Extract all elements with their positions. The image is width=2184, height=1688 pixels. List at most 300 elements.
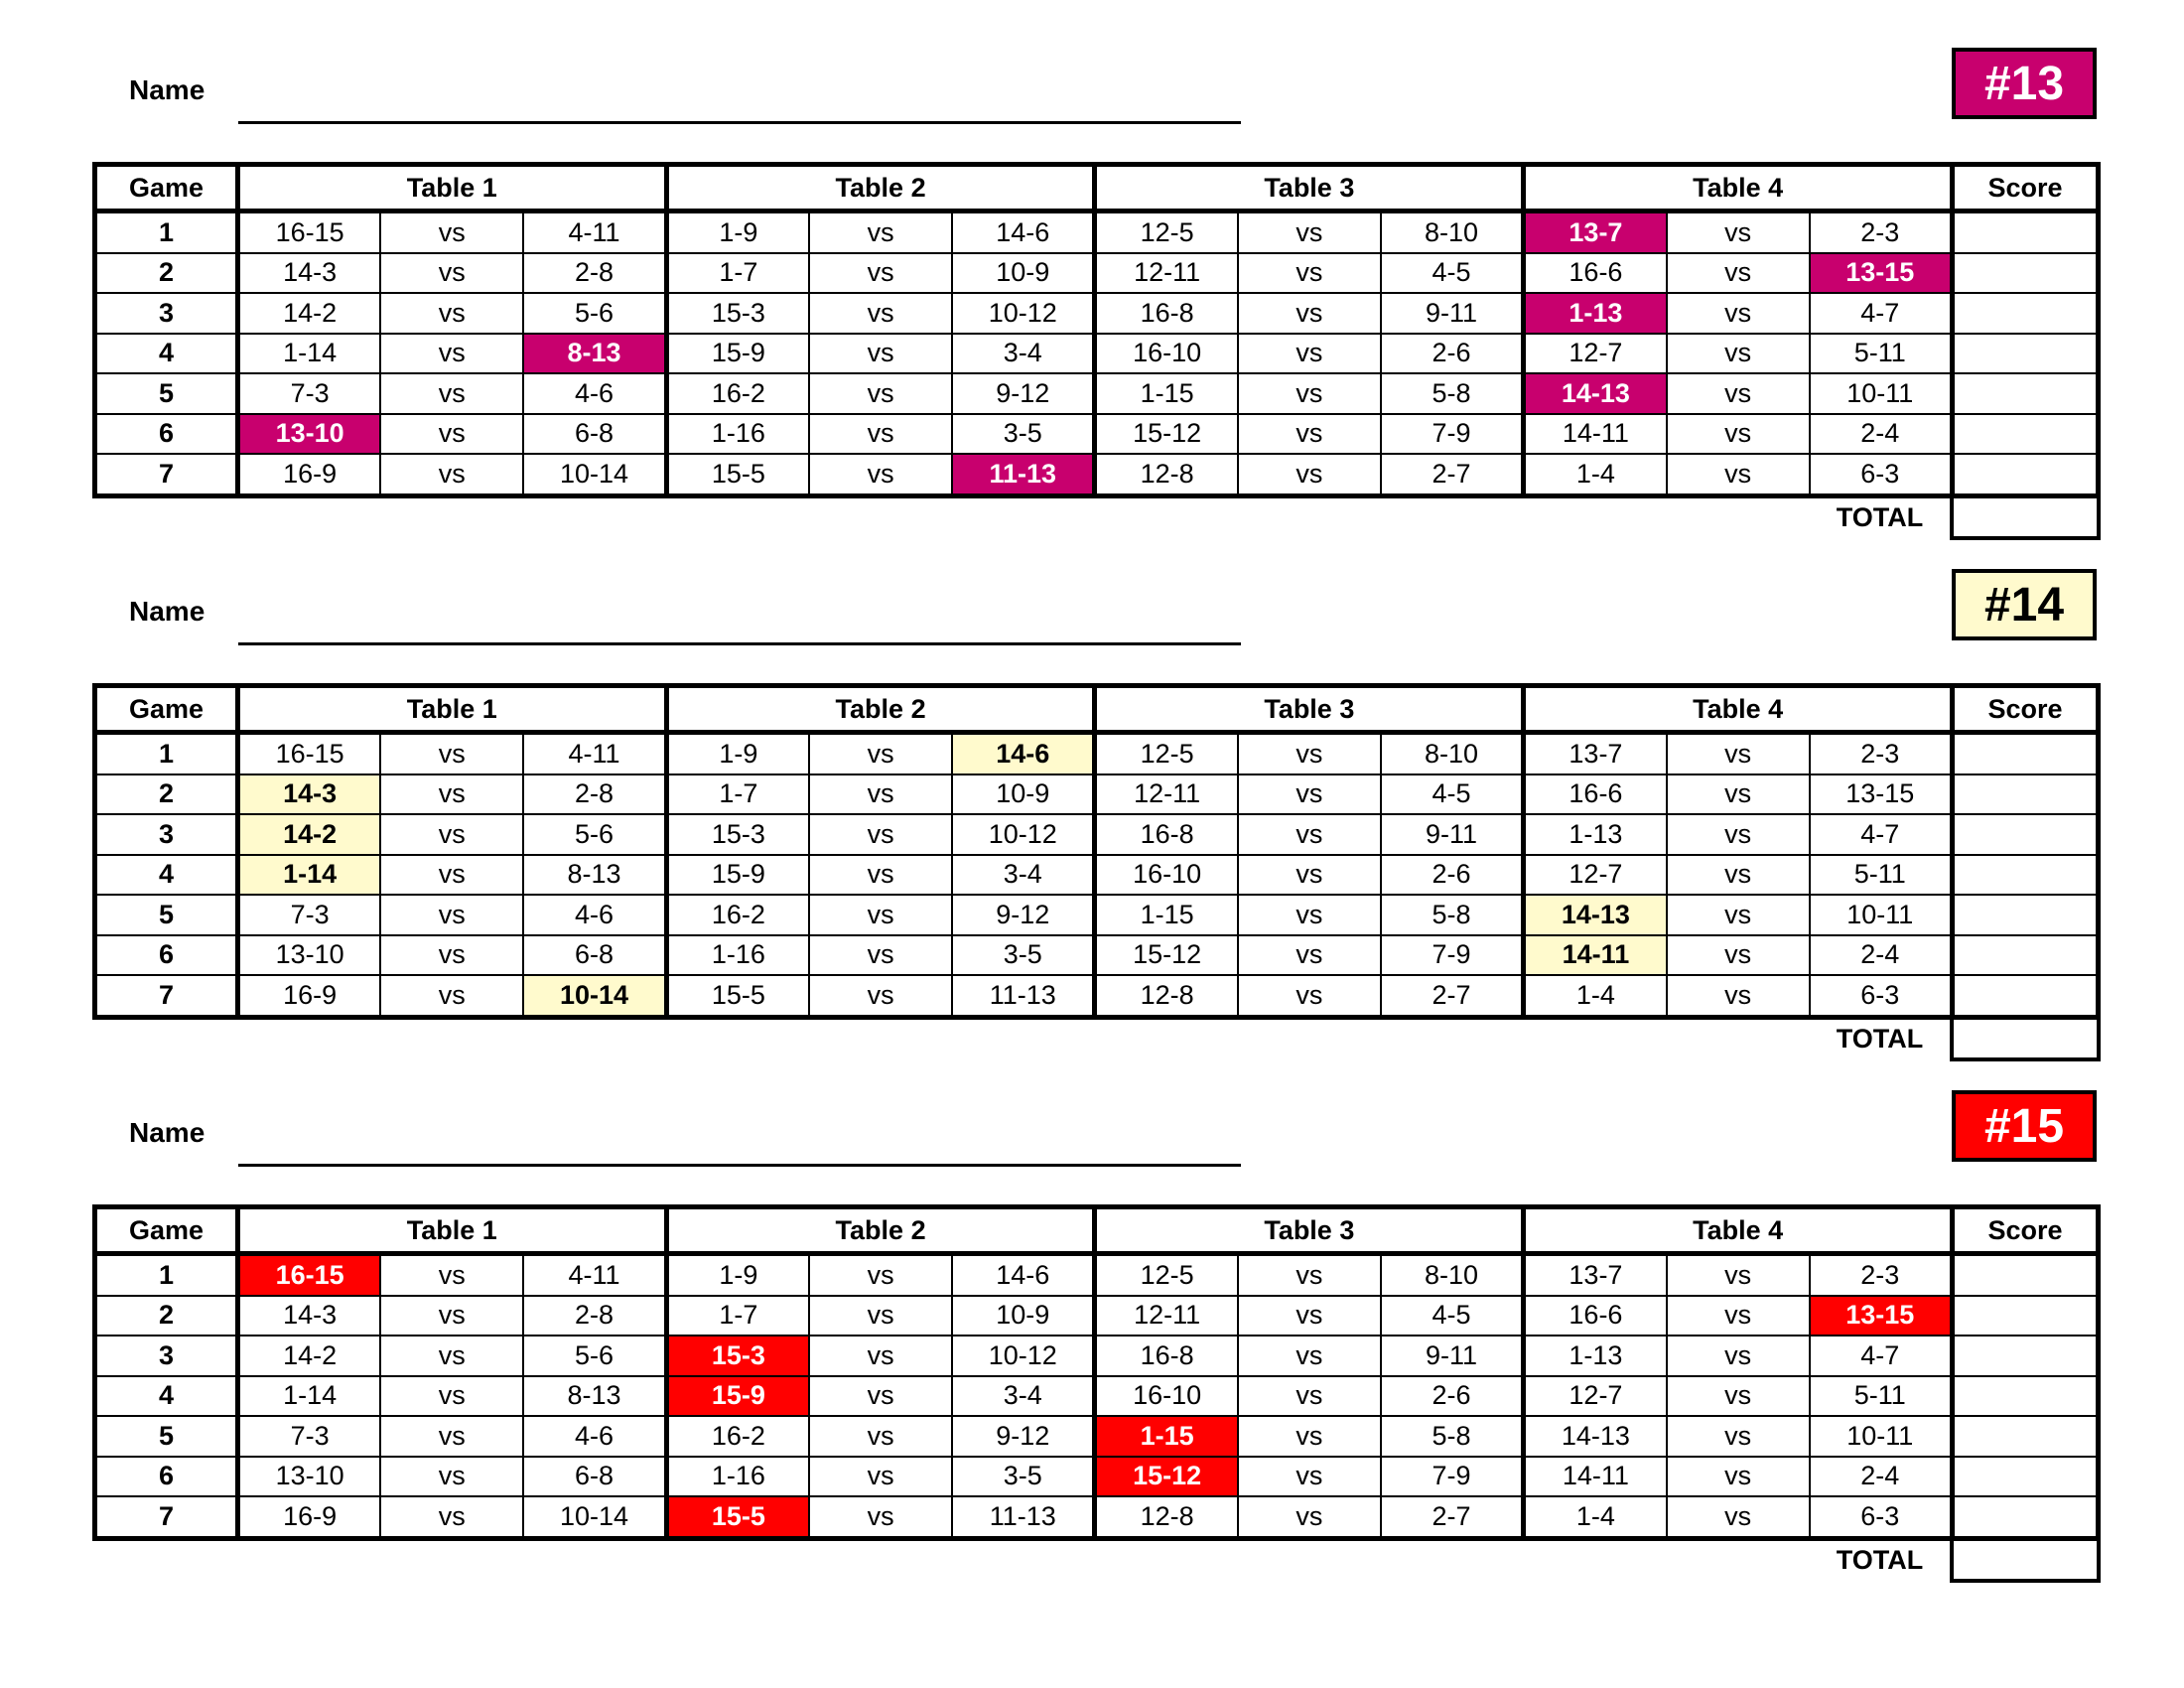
vs-label: vs [1667, 253, 1810, 294]
pairing-cell: 7-3 [237, 895, 380, 935]
highlighted-pairing-cell: 14-11 [1524, 935, 1667, 976]
highlighted-pairing-cell: 14-2 [237, 814, 380, 855]
vs-label: vs [1238, 774, 1381, 815]
header-row [95, 165, 2099, 211]
pairing-cell: 1-14 [237, 334, 380, 374]
pairing-cell: 4-11 [523, 1254, 666, 1296]
highlighted-pairing-cell: 13-10 [237, 414, 380, 455]
score-input-cell[interactable] [1952, 334, 2098, 374]
name-label: Name [129, 74, 205, 105]
vs-label: vs [809, 814, 952, 855]
pairing-cell: 11-13 [952, 1496, 1095, 1538]
pairing-cell: 1-15 [1095, 895, 1238, 935]
vs-label: vs [1238, 1457, 1381, 1497]
game-number: 7 [95, 1496, 238, 1538]
pairing-cell: 1-4 [1524, 1496, 1667, 1538]
pairing-cell: 5-8 [1381, 895, 1524, 935]
pairing-cell: 2-6 [1381, 1376, 1524, 1417]
vs-label: vs [1238, 211, 1381, 253]
vs-label: vs [380, 414, 523, 455]
highlighted-pairing-cell: 13-15 [1810, 1296, 1953, 1336]
pairing-cell: 6-8 [523, 935, 666, 976]
game-number: 1 [95, 211, 238, 253]
vs-label: vs [380, 293, 523, 334]
pairing-cell: 2-8 [523, 1296, 666, 1336]
score-input-cell[interactable] [1952, 1496, 2098, 1538]
pairing-cell: 1-9 [666, 211, 809, 253]
pairing-cell: 14-11 [1524, 414, 1667, 455]
pairing-cell: 10-9 [952, 1296, 1095, 1336]
vs-label: vs [809, 211, 952, 253]
vs-label: vs [809, 1254, 952, 1296]
score-input-cell[interactable] [1952, 774, 2098, 815]
pairing-cell: 2-4 [1810, 935, 1953, 976]
pairing-cell: 15-3 [666, 293, 809, 334]
highlighted-pairing-cell: 15-3 [666, 1336, 809, 1376]
vs-label: vs [380, 373, 523, 414]
pairing-cell: 5-11 [1810, 855, 1953, 896]
vs-label: vs [380, 733, 523, 774]
game-column-header: Game [95, 165, 238, 211]
pairing-cell: 12-7 [1524, 1376, 1667, 1417]
highlighted-pairing-cell: 14-13 [1524, 373, 1667, 414]
pairing-cell: 11-13 [952, 975, 1095, 1017]
vs-label: vs [809, 253, 952, 294]
pairing-cell: 2-8 [523, 774, 666, 815]
vs-label: vs [1238, 373, 1381, 414]
pairing-cell: 9-11 [1381, 293, 1524, 334]
total-input-box[interactable] [1952, 1538, 2098, 1581]
player-number-badge: #15 [1952, 1090, 2097, 1162]
game-number: 2 [95, 1296, 238, 1336]
pairing-cell: 3-5 [952, 1457, 1095, 1497]
game-number: 1 [95, 733, 238, 774]
pairing-cell: 10-11 [1810, 373, 1953, 414]
pairing-cell: 14-3 [237, 1296, 380, 1336]
score-sheet [0, 0, 2184, 533]
table-header: Table 3 [1095, 165, 1524, 211]
pairing-cell: 16-10 [1095, 334, 1238, 374]
pairing-cell: 12-8 [1095, 1496, 1238, 1538]
pairing-cell: 14-2 [237, 1336, 380, 1376]
pairing-cell: 16-6 [1524, 1296, 1667, 1336]
vs-label: vs [1667, 733, 1810, 774]
pairing-cell: 2-4 [1810, 1457, 1953, 1497]
pairing-cell: 1-14 [237, 1376, 380, 1417]
pairing-cell: 9-11 [1381, 1336, 1524, 1376]
vs-label: vs [809, 895, 952, 935]
pairing-cell: 4-6 [523, 895, 666, 935]
score-input-cell[interactable] [1952, 1254, 2098, 1296]
pairing-cell: 16-10 [1095, 1376, 1238, 1417]
vs-label: vs [380, 774, 523, 815]
table-header: Table 3 [1095, 1207, 1524, 1254]
game-number: 1 [95, 1254, 238, 1296]
header-row [95, 686, 2099, 733]
vs-label: vs [1667, 1336, 1810, 1376]
game-row [95, 1457, 2099, 1497]
pairing-cell: 13-10 [237, 935, 380, 976]
game-row [95, 814, 2099, 855]
pairing-cell: 6-8 [523, 414, 666, 455]
vs-label: vs [809, 1336, 952, 1376]
pairing-cell: 5-6 [523, 1336, 666, 1376]
score-input-cell[interactable] [1952, 975, 2098, 1017]
vs-label: vs [380, 975, 523, 1017]
score-input-cell[interactable] [1952, 1416, 2098, 1457]
vs-label: vs [1238, 814, 1381, 855]
vs-label: vs [1667, 855, 1810, 896]
pairing-cell: 15-5 [666, 454, 809, 495]
game-number: 4 [95, 334, 238, 374]
pairing-cell: 2-7 [1381, 1496, 1524, 1538]
game-number: 3 [95, 814, 238, 855]
pairing-cell: 7-3 [237, 1416, 380, 1457]
name-input-line[interactable] [238, 121, 1241, 124]
table-header: Table 1 [237, 686, 666, 733]
vs-label: vs [1238, 1376, 1381, 1417]
vs-label: vs [380, 895, 523, 935]
score-input-cell[interactable] [1952, 1376, 2098, 1417]
pairing-cell: 10-11 [1810, 895, 1953, 935]
name-label: Name [129, 596, 205, 627]
pairing-cell: 4-5 [1381, 253, 1524, 294]
schedule-table [92, 162, 2101, 540]
highlighted-pairing-cell: 14-6 [952, 733, 1095, 774]
name-input-line[interactable] [238, 642, 1241, 645]
pairing-cell: 16-9 [237, 1496, 380, 1538]
pairing-cell: 8-10 [1381, 733, 1524, 774]
score-input-cell[interactable] [1952, 895, 2098, 935]
pairing-cell: 3-5 [952, 414, 1095, 455]
vs-label: vs [809, 373, 952, 414]
pairing-cell: 16-8 [1095, 293, 1238, 334]
vs-label: vs [1667, 1496, 1810, 1538]
pairing-cell: 15-9 [666, 855, 809, 896]
pairing-cell: 1-13 [1524, 1336, 1667, 1376]
score-input-cell[interactable] [1952, 211, 2098, 253]
vs-label: vs [380, 1296, 523, 1336]
pairing-cell: 7-9 [1381, 935, 1524, 976]
vs-label: vs [1667, 935, 1810, 976]
table-header: Table 2 [666, 686, 1095, 733]
vs-label: vs [809, 334, 952, 374]
pairing-cell: 16-6 [1524, 253, 1667, 294]
pairing-cell: 7-9 [1381, 414, 1524, 455]
pairing-cell: 12-11 [1095, 774, 1238, 815]
pairing-cell: 15-12 [1095, 414, 1238, 455]
pairing-cell: 3-4 [952, 1376, 1095, 1417]
vs-label: vs [1667, 414, 1810, 455]
pairing-cell: 5-8 [1381, 373, 1524, 414]
game-row [95, 373, 2099, 414]
vs-label: vs [1238, 1416, 1381, 1457]
vs-label: vs [1238, 1254, 1381, 1296]
vs-label: vs [809, 733, 952, 774]
vs-label: vs [1667, 454, 1810, 495]
pairing-cell: 16-6 [1524, 774, 1667, 815]
pairing-cell: 6-3 [1810, 975, 1953, 1017]
highlighted-pairing-cell: 15-9 [666, 1376, 809, 1417]
game-row [95, 253, 2099, 294]
pairing-cell: 12-8 [1095, 454, 1238, 495]
vs-label: vs [380, 454, 523, 495]
pairing-cell: 4-6 [523, 1416, 666, 1457]
table-header: Table 2 [666, 165, 1095, 211]
game-row [95, 1416, 2099, 1457]
header-row [95, 1207, 2099, 1254]
pairing-cell: 2-7 [1381, 975, 1524, 1017]
pairing-cell: 14-2 [237, 293, 380, 334]
vs-label: vs [1238, 334, 1381, 374]
game-row [95, 414, 2099, 455]
vs-label: vs [380, 211, 523, 253]
table-header: Table 2 [666, 1207, 1095, 1254]
vs-label: vs [380, 1254, 523, 1296]
highlighted-pairing-cell: 11-13 [952, 454, 1095, 495]
score-input-cell[interactable] [1952, 935, 2098, 976]
pairing-cell: 2-3 [1810, 1254, 1953, 1296]
pairing-cell: 2-6 [1381, 334, 1524, 374]
pairing-cell: 10-9 [952, 774, 1095, 815]
score-input-cell[interactable] [1952, 253, 2098, 294]
pairing-cell: 7-3 [237, 373, 380, 414]
score-input-cell[interactable] [1952, 1457, 2098, 1497]
game-row [95, 975, 2099, 1017]
game-number: 6 [95, 1457, 238, 1497]
total-label: TOTAL [1836, 502, 1924, 533]
game-row [95, 1254, 2099, 1296]
pairing-cell: 4-11 [523, 733, 666, 774]
vs-label: vs [1667, 1376, 1810, 1417]
pairing-cell: 1-7 [666, 253, 809, 294]
pairing-cell: 1-7 [666, 774, 809, 815]
pairing-cell: 15-3 [666, 814, 809, 855]
vs-label: vs [1667, 293, 1810, 334]
pairing-cell: 15-9 [666, 334, 809, 374]
pairing-cell: 4-7 [1810, 814, 1953, 855]
pairing-cell: 1-13 [1524, 814, 1667, 855]
game-row [95, 855, 2099, 896]
pairing-cell: 16-9 [237, 975, 380, 1017]
game-row [95, 1496, 2099, 1538]
vs-label: vs [380, 1416, 523, 1457]
pairing-cell: 8-13 [523, 1376, 666, 1417]
score-input-cell[interactable] [1952, 373, 2098, 414]
vs-label: vs [1238, 895, 1381, 935]
game-row [95, 1296, 2099, 1336]
vs-label: vs [1238, 414, 1381, 455]
pairing-cell: 16-15 [237, 211, 380, 253]
pairing-cell: 6-3 [1810, 1496, 1953, 1538]
pairing-cell: 5-8 [1381, 1416, 1524, 1457]
pairing-cell: 5-6 [523, 293, 666, 334]
vs-label: vs [1238, 454, 1381, 495]
pairing-cell: 16-8 [1095, 1336, 1238, 1376]
pairing-cell: 1-16 [666, 935, 809, 976]
pairing-cell: 15-5 [666, 975, 809, 1017]
score-input-cell[interactable] [1952, 1296, 2098, 1336]
vs-label: vs [1667, 1296, 1810, 1336]
highlighted-pairing-cell: 8-13 [523, 334, 666, 374]
game-row [95, 895, 2099, 935]
game-number: 4 [95, 1376, 238, 1417]
vs-label: vs [1667, 814, 1810, 855]
score-input-cell[interactable] [1952, 293, 2098, 334]
vs-label: vs [1667, 1416, 1810, 1457]
highlighted-pairing-cell: 1-13 [1524, 293, 1667, 334]
pairing-cell: 9-12 [952, 1416, 1095, 1457]
game-row [95, 293, 2099, 334]
total-row [95, 1538, 2099, 1581]
pairing-cell: 8-10 [1381, 211, 1524, 253]
game-row [95, 334, 2099, 374]
highlighted-pairing-cell: 14-3 [237, 774, 380, 815]
pairing-cell: 13-7 [1524, 733, 1667, 774]
pairing-cell: 12-8 [1095, 975, 1238, 1017]
score-input-cell[interactable] [1952, 733, 2098, 774]
pairing-cell: 2-6 [1381, 855, 1524, 896]
pairing-cell: 12-11 [1095, 253, 1238, 294]
vs-label: vs [809, 1416, 952, 1457]
game-row [95, 1376, 2099, 1417]
pairing-cell: 13-7 [1524, 1254, 1667, 1296]
game-row [95, 211, 2099, 253]
game-number: 2 [95, 253, 238, 294]
vs-label: vs [1238, 1296, 1381, 1336]
pairing-cell: 16-8 [1095, 814, 1238, 855]
vs-label: vs [809, 774, 952, 815]
game-number: 3 [95, 293, 238, 334]
game-number: 2 [95, 774, 238, 815]
game-number: 6 [95, 414, 238, 455]
game-number: 7 [95, 975, 238, 1017]
schedule-table [92, 683, 2101, 1061]
score-input-cell[interactable] [1952, 855, 2098, 896]
total-spacer [95, 1538, 1810, 1581]
vs-label: vs [1238, 975, 1381, 1017]
total-label: TOTAL [1836, 1024, 1924, 1055]
table-header: Table 3 [1095, 686, 1524, 733]
score-input-cell[interactable] [1952, 814, 2098, 855]
player-number-badge: #14 [1952, 569, 2097, 640]
vs-label: vs [809, 855, 952, 896]
vs-label: vs [809, 1457, 952, 1497]
table-header: Table 4 [1524, 686, 1953, 733]
pairing-cell: 3-4 [952, 855, 1095, 896]
pairing-cell: 16-9 [237, 454, 380, 495]
vs-label: vs [809, 454, 952, 495]
vs-label: vs [380, 1336, 523, 1376]
highlighted-pairing-cell: 14-13 [1524, 895, 1667, 935]
vs-label: vs [809, 935, 952, 976]
vs-label: vs [809, 975, 952, 1017]
vs-label: vs [1667, 774, 1810, 815]
table-header: Table 1 [237, 1207, 666, 1254]
pairing-cell: 10-14 [523, 454, 666, 495]
pairing-cell: 16-15 [237, 733, 380, 774]
vs-label: vs [1667, 1254, 1810, 1296]
pairing-cell: 9-11 [1381, 814, 1524, 855]
score-sheet [0, 1043, 2184, 1576]
pairing-cell: 3-5 [952, 935, 1095, 976]
game-number: 7 [95, 454, 238, 495]
pairing-cell: 6-8 [523, 1457, 666, 1497]
highlighted-pairing-cell: 1-14 [237, 855, 380, 896]
pairing-cell: 12-11 [1095, 1296, 1238, 1336]
pairing-cell: 2-7 [1381, 454, 1524, 495]
pairing-cell: 8-13 [523, 855, 666, 896]
pairing-cell: 13-15 [1810, 774, 1953, 815]
vs-label: vs [1238, 1336, 1381, 1376]
pairing-cell: 16-2 [666, 373, 809, 414]
score-sheet [0, 521, 2184, 1055]
pairing-cell: 1-16 [666, 1457, 809, 1497]
pairing-cell: 9-12 [952, 895, 1095, 935]
pairing-cell: 1-4 [1524, 454, 1667, 495]
pairing-cell: 10-12 [952, 293, 1095, 334]
pairing-cell: 1-16 [666, 414, 809, 455]
pairing-cell: 10-9 [952, 253, 1095, 294]
highlighted-pairing-cell: 16-15 [237, 1254, 380, 1296]
game-number: 5 [95, 1416, 238, 1457]
pairing-cell: 14-6 [952, 211, 1095, 253]
vs-label: vs [1667, 975, 1810, 1017]
vs-label: vs [809, 414, 952, 455]
schedule-table [92, 1204, 2101, 1583]
pairing-cell: 16-2 [666, 1416, 809, 1457]
total-label: TOTAL [1836, 1545, 1924, 1576]
vs-label: vs [1667, 334, 1810, 374]
vs-label: vs [1238, 855, 1381, 896]
vs-label: vs [1667, 373, 1810, 414]
game-number: 5 [95, 895, 238, 935]
pairing-cell: 1-15 [1095, 373, 1238, 414]
vs-label: vs [380, 814, 523, 855]
score-input-cell[interactable] [1952, 414, 2098, 455]
score-input-cell[interactable] [1952, 1336, 2098, 1376]
pairing-cell: 1-9 [666, 733, 809, 774]
player-number-badge: #13 [1952, 48, 2097, 119]
pairing-cell: 9-12 [952, 373, 1095, 414]
vs-label: vs [809, 1376, 952, 1417]
game-row [95, 935, 2099, 976]
score-input-cell[interactable] [1952, 454, 2098, 495]
pairing-cell: 5-11 [1810, 1376, 1953, 1417]
highlighted-pairing-cell: 15-5 [666, 1496, 809, 1538]
pairing-cell: 10-12 [952, 814, 1095, 855]
pairing-cell: 1-4 [1524, 975, 1667, 1017]
game-number: 4 [95, 855, 238, 896]
pairing-cell: 14-3 [237, 253, 380, 294]
vs-label: vs [1238, 733, 1381, 774]
name-input-line[interactable] [238, 1164, 1241, 1167]
vs-label: vs [1667, 1457, 1810, 1497]
pairing-cell: 4-5 [1381, 1296, 1524, 1336]
game-column-header: Game [95, 686, 238, 733]
pairing-cell: 1-7 [666, 1296, 809, 1336]
pairing-cell: 4-5 [1381, 774, 1524, 815]
vs-label: vs [380, 1457, 523, 1497]
pairing-cell: 2-4 [1810, 414, 1953, 455]
vs-label: vs [380, 1376, 523, 1417]
highlighted-pairing-cell: 13-7 [1524, 211, 1667, 253]
pairing-cell: 13-10 [237, 1457, 380, 1497]
vs-label: vs [1238, 253, 1381, 294]
vs-label: vs [380, 1496, 523, 1538]
pairing-cell: 12-5 [1095, 733, 1238, 774]
pairing-cell: 14-6 [952, 1254, 1095, 1296]
